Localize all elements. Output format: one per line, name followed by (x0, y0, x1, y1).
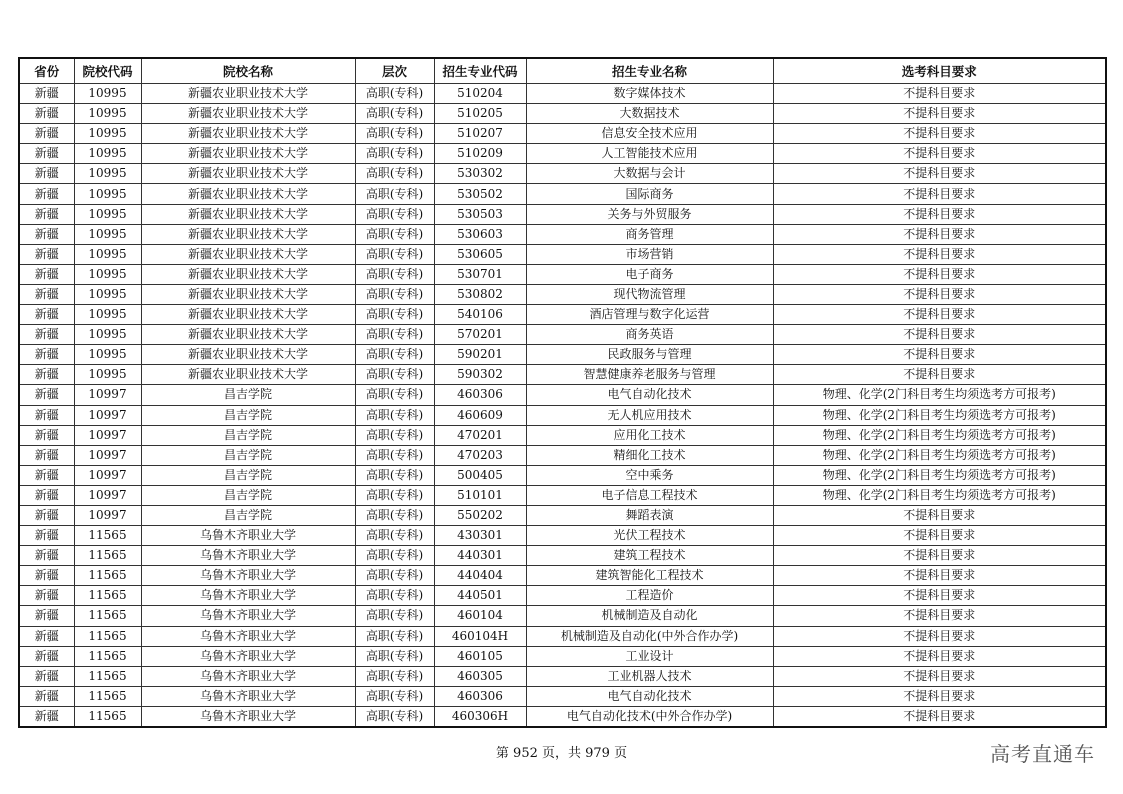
cell-major-name: 民政服务与管理 (526, 345, 773, 365)
cell-school-name: 新疆农业职业技术大学 (141, 365, 355, 385)
table-row (19, 485, 1106, 505)
cell-school-code: 10995 (74, 164, 141, 184)
cell-province: 新疆 (19, 526, 74, 546)
cell-major-name: 商务英语 (526, 325, 773, 345)
cell-major-name: 智慧健康养老服务与管理 (526, 365, 773, 385)
cell-school-code: 11565 (74, 526, 141, 546)
cell-province: 新疆 (19, 345, 74, 365)
cell-school-code: 11565 (74, 706, 141, 727)
header-school-name: 院校名称 (141, 58, 355, 84)
cell-subject-requirement: 不提科目要求 (773, 204, 1106, 224)
cell-level: 高职(专科) (355, 305, 434, 325)
cell-province: 新疆 (19, 385, 74, 405)
cell-province: 新疆 (19, 626, 74, 646)
cell-school-name: 乌鲁木齐职业大学 (141, 566, 355, 586)
table-row (19, 325, 1106, 345)
cell-school-name: 新疆农业职业技术大学 (141, 305, 355, 325)
cell-school-name: 昌吉学院 (141, 405, 355, 425)
cell-level: 高职(专科) (355, 425, 434, 445)
cell-major-name: 电子信息工程技术 (526, 485, 773, 505)
cell-level: 高职(专科) (355, 104, 434, 124)
cell-major-code: 510101 (434, 485, 526, 505)
table-row (19, 546, 1106, 566)
cell-school-name: 新疆农业职业技术大学 (141, 264, 355, 284)
cell-school-code: 10995 (74, 124, 141, 144)
cell-school-code: 10995 (74, 104, 141, 124)
table-row (19, 84, 1106, 104)
cell-province: 新疆 (19, 566, 74, 586)
cell-subject-requirement: 物理、化学(2门科目考生均须选考方可报考) (773, 385, 1106, 405)
table-row (19, 706, 1106, 727)
cell-school-name: 昌吉学院 (141, 465, 355, 485)
cell-province: 新疆 (19, 104, 74, 124)
cell-level: 高职(专科) (355, 465, 434, 485)
cell-subject-requirement: 物理、化学(2门科目考生均须选考方可报考) (773, 425, 1106, 445)
cell-subject-requirement: 不提科目要求 (773, 526, 1106, 546)
cell-major-name: 工业设计 (526, 646, 773, 666)
cell-major-name: 现代物流管理 (526, 284, 773, 304)
cell-level: 高职(专科) (355, 244, 434, 264)
cell-school-code: 11565 (74, 606, 141, 626)
cell-school-name: 新疆农业职业技术大学 (141, 244, 355, 264)
cell-subject-requirement: 不提科目要求 (773, 606, 1106, 626)
cell-subject-requirement: 物理、化学(2门科目考生均须选考方可报考) (773, 465, 1106, 485)
table-row (19, 405, 1106, 425)
cell-level: 高职(专科) (355, 586, 434, 606)
cell-major-code: 570201 (434, 325, 526, 345)
cell-major-code: 530605 (434, 244, 526, 264)
cell-major-name: 市场营销 (526, 244, 773, 264)
cell-level: 高职(专科) (355, 385, 434, 405)
cell-level: 高职(专科) (355, 124, 434, 144)
header-major-name: 招生专业名称 (526, 58, 773, 84)
cell-province: 新疆 (19, 305, 74, 325)
cell-subject-requirement: 不提科目要求 (773, 325, 1106, 345)
table-row (19, 204, 1106, 224)
cell-major-code: 530503 (434, 204, 526, 224)
cell-province: 新疆 (19, 606, 74, 626)
cell-school-code: 10995 (74, 284, 141, 304)
cell-subject-requirement: 不提科目要求 (773, 224, 1106, 244)
cell-school-code: 10997 (74, 425, 141, 445)
cell-major-name: 电气自动化技术 (526, 385, 773, 405)
cell-major-name: 光伏工程技术 (526, 526, 773, 546)
cell-major-code: 460609 (434, 405, 526, 425)
cell-level: 高职(专科) (355, 505, 434, 525)
table-row (19, 526, 1106, 546)
cell-school-name: 昌吉学院 (141, 505, 355, 525)
table-row (19, 586, 1106, 606)
cell-major-code: 460306 (434, 686, 526, 706)
cell-subject-requirement: 不提科目要求 (773, 184, 1106, 204)
cell-major-name: 机械制造及自动化 (526, 606, 773, 626)
cell-province: 新疆 (19, 646, 74, 666)
cell-major-code: 440501 (434, 586, 526, 606)
cell-school-code: 11565 (74, 646, 141, 666)
cell-school-code: 10995 (74, 244, 141, 264)
cell-major-name: 信息安全技术应用 (526, 124, 773, 144)
cell-subject-requirement: 不提科目要求 (773, 505, 1106, 525)
page-number: 第 952 页，共 979 页 (495, 746, 628, 761)
table-row (19, 224, 1106, 244)
cell-school-name: 昌吉学院 (141, 425, 355, 445)
cell-major-code: 430301 (434, 526, 526, 546)
cell-level: 高职(专科) (355, 666, 434, 686)
cell-major-code: 530701 (434, 264, 526, 284)
table-header-row (19, 58, 1106, 84)
cell-major-code: 440301 (434, 546, 526, 566)
cell-province: 新疆 (19, 485, 74, 505)
cell-subject-requirement: 不提科目要求 (773, 104, 1106, 124)
cell-school-name: 新疆农业职业技术大学 (141, 345, 355, 365)
cell-province: 新疆 (19, 264, 74, 284)
cell-school-code: 10997 (74, 485, 141, 505)
cell-major-name: 电子商务 (526, 264, 773, 284)
table-row (19, 104, 1106, 124)
header-level: 层次 (355, 58, 434, 84)
cell-level: 高职(专科) (355, 284, 434, 304)
cell-school-code: 10995 (74, 325, 141, 345)
cell-subject-requirement: 物理、化学(2门科目考生均须选考方可报考) (773, 445, 1106, 465)
cell-major-name: 电气自动化技术(中外合作办学) (526, 706, 773, 727)
cell-province: 新疆 (19, 666, 74, 686)
cell-school-name: 乌鲁木齐职业大学 (141, 646, 355, 666)
cell-major-name: 人工智能技术应用 (526, 144, 773, 164)
cell-major-code: 530603 (434, 224, 526, 244)
table-row (19, 646, 1106, 666)
cell-major-name: 国际商务 (526, 184, 773, 204)
cell-school-name: 新疆农业职业技术大学 (141, 325, 355, 345)
cell-major-name: 舞蹈表演 (526, 505, 773, 525)
cell-level: 高职(专科) (355, 566, 434, 586)
cell-level: 高职(专科) (355, 445, 434, 465)
cell-province: 新疆 (19, 445, 74, 465)
cell-school-name: 新疆农业职业技术大学 (141, 144, 355, 164)
cell-school-name: 乌鲁木齐职业大学 (141, 666, 355, 686)
cell-subject-requirement: 不提科目要求 (773, 345, 1106, 365)
cell-school-name: 新疆农业职业技术大学 (141, 124, 355, 144)
table-row (19, 465, 1106, 485)
cell-major-code: 590302 (434, 365, 526, 385)
cell-major-code: 540106 (434, 305, 526, 325)
cell-school-code: 10995 (74, 204, 141, 224)
cell-province: 新疆 (19, 405, 74, 425)
cell-province: 新疆 (19, 465, 74, 485)
cell-school-name: 乌鲁木齐职业大学 (141, 626, 355, 646)
cell-school-name: 昌吉学院 (141, 445, 355, 465)
cell-major-name: 大数据技术 (526, 104, 773, 124)
cell-school-code: 10997 (74, 385, 141, 405)
table-row (19, 345, 1106, 365)
cell-major-code: 440404 (434, 566, 526, 586)
cell-school-code: 11565 (74, 546, 141, 566)
table-row (19, 305, 1106, 325)
watermark-logo: 高考直通车 (990, 742, 1095, 766)
cell-school-code: 10995 (74, 144, 141, 164)
cell-level: 高职(专科) (355, 365, 434, 385)
cell-subject-requirement: 不提科目要求 (773, 706, 1106, 727)
cell-subject-requirement: 不提科目要求 (773, 646, 1106, 666)
table-row (19, 445, 1106, 465)
cell-level: 高职(专科) (355, 485, 434, 505)
cell-subject-requirement: 不提科目要求 (773, 124, 1106, 144)
cell-school-name: 昌吉学院 (141, 385, 355, 405)
table-row (19, 144, 1106, 164)
cell-province: 新疆 (19, 124, 74, 144)
cell-level: 高职(专科) (355, 325, 434, 345)
cell-level: 高职(专科) (355, 606, 434, 626)
cell-province: 新疆 (19, 325, 74, 345)
cell-province: 新疆 (19, 586, 74, 606)
cell-province: 新疆 (19, 546, 74, 566)
cell-major-name: 电气自动化技术 (526, 686, 773, 706)
cell-subject-requirement: 不提科目要求 (773, 164, 1106, 184)
cell-school-name: 乌鲁木齐职业大学 (141, 526, 355, 546)
table-row (19, 184, 1106, 204)
cell-province: 新疆 (19, 505, 74, 525)
cell-subject-requirement: 不提科目要求 (773, 264, 1106, 284)
cell-major-code: 510204 (434, 84, 526, 104)
cell-subject-requirement: 不提科目要求 (773, 566, 1106, 586)
cell-major-name: 关务与外贸服务 (526, 204, 773, 224)
table-row (19, 686, 1106, 706)
header-major-code: 招生专业代码 (434, 58, 526, 84)
cell-subject-requirement: 不提科目要求 (773, 546, 1106, 566)
cell-school-code: 10995 (74, 224, 141, 244)
cell-major-name: 建筑智能化工程技术 (526, 566, 773, 586)
table-row (19, 365, 1106, 385)
cell-school-name: 新疆农业职业技术大学 (141, 224, 355, 244)
cell-school-code: 10995 (74, 84, 141, 104)
cell-major-code: 460306 (434, 385, 526, 405)
cell-level: 高职(专科) (355, 264, 434, 284)
cell-province: 新疆 (19, 686, 74, 706)
cell-level: 高职(专科) (355, 164, 434, 184)
cell-major-code: 530302 (434, 164, 526, 184)
header-subject-requirement: 选考科目要求 (773, 58, 1106, 84)
cell-major-code: 530502 (434, 184, 526, 204)
cell-major-code: 590201 (434, 345, 526, 365)
cell-school-name: 乌鲁木齐职业大学 (141, 606, 355, 626)
table-row (19, 264, 1106, 284)
cell-major-name: 应用化工技术 (526, 425, 773, 445)
table-row (19, 124, 1106, 144)
cell-school-name: 新疆农业职业技术大学 (141, 164, 355, 184)
cell-province: 新疆 (19, 425, 74, 445)
table-row (19, 626, 1106, 646)
cell-level: 高职(专科) (355, 686, 434, 706)
cell-major-name: 机械制造及自动化(中外合作办学) (526, 626, 773, 646)
cell-subject-requirement: 不提科目要求 (773, 305, 1106, 325)
cell-major-name: 建筑工程技术 (526, 546, 773, 566)
cell-major-code: 460105 (434, 646, 526, 666)
cell-major-code: 460305 (434, 666, 526, 686)
cell-school-code: 10995 (74, 264, 141, 284)
cell-school-code: 10995 (74, 305, 141, 325)
table-row (19, 666, 1106, 686)
cell-school-name: 乌鲁木齐职业大学 (141, 586, 355, 606)
cell-school-code: 11565 (74, 686, 141, 706)
header-school-code: 院校代码 (74, 58, 141, 84)
cell-school-name: 新疆农业职业技术大学 (141, 204, 355, 224)
cell-major-name: 工业机器人技术 (526, 666, 773, 686)
cell-school-code: 11565 (74, 566, 141, 586)
table-row (19, 505, 1106, 525)
cell-level: 高职(专科) (355, 204, 434, 224)
cell-subject-requirement: 物理、化学(2门科目考生均须选考方可报考) (773, 485, 1106, 505)
table-row (19, 385, 1106, 405)
cell-school-code: 11565 (74, 666, 141, 686)
cell-school-code: 11565 (74, 626, 141, 646)
cell-subject-requirement: 不提科目要求 (773, 84, 1106, 104)
cell-school-name: 乌鲁木齐职业大学 (141, 706, 355, 727)
cell-subject-requirement: 不提科目要求 (773, 626, 1106, 646)
cell-school-code: 10997 (74, 405, 141, 425)
cell-major-name: 商务管理 (526, 224, 773, 244)
cell-province: 新疆 (19, 244, 74, 264)
table-row (19, 606, 1106, 626)
table-row (19, 164, 1106, 184)
cell-province: 新疆 (19, 224, 74, 244)
table-body (19, 84, 1106, 728)
admission-table-sheet (18, 57, 1107, 728)
cell-province: 新疆 (19, 365, 74, 385)
cell-school-code: 10997 (74, 505, 141, 525)
cell-school-code: 10995 (74, 345, 141, 365)
cell-subject-requirement: 物理、化学(2门科目考生均须选考方可报考) (773, 405, 1106, 425)
cell-level: 高职(专科) (355, 546, 434, 566)
cell-school-name: 新疆农业职业技术大学 (141, 184, 355, 204)
cell-major-code: 510205 (434, 104, 526, 124)
cell-subject-requirement: 不提科目要求 (773, 144, 1106, 164)
cell-major-code: 470203 (434, 445, 526, 465)
cell-level: 高职(专科) (355, 184, 434, 204)
table-row (19, 284, 1106, 304)
admission-table (18, 57, 1107, 728)
cell-subject-requirement: 不提科目要求 (773, 284, 1106, 304)
cell-major-name: 酒店管理与数字化运营 (526, 305, 773, 325)
cell-subject-requirement: 不提科目要求 (773, 686, 1106, 706)
cell-major-code: 510209 (434, 144, 526, 164)
cell-subject-requirement: 不提科目要求 (773, 586, 1106, 606)
cell-major-code: 550202 (434, 505, 526, 525)
cell-school-name: 新疆农业职业技术大学 (141, 84, 355, 104)
cell-major-code: 460306H (434, 706, 526, 727)
cell-province: 新疆 (19, 284, 74, 304)
cell-major-name: 工程造价 (526, 586, 773, 606)
cell-major-name: 大数据与会计 (526, 164, 773, 184)
cell-major-code: 460104 (434, 606, 526, 626)
cell-school-name: 乌鲁木齐职业大学 (141, 546, 355, 566)
cell-province: 新疆 (19, 144, 74, 164)
cell-school-name: 昌吉学院 (141, 485, 355, 505)
cell-subject-requirement: 不提科目要求 (773, 365, 1106, 385)
header-province: 省份 (19, 58, 74, 84)
cell-school-code: 10997 (74, 445, 141, 465)
cell-school-name: 新疆农业职业技术大学 (141, 104, 355, 124)
cell-major-code: 500405 (434, 465, 526, 485)
cell-province: 新疆 (19, 204, 74, 224)
cell-level: 高职(专科) (355, 224, 434, 244)
cell-level: 高职(专科) (355, 405, 434, 425)
cell-major-name: 精细化工技术 (526, 445, 773, 465)
cell-major-name: 空中乘务 (526, 465, 773, 485)
cell-level: 高职(专科) (355, 345, 434, 365)
cell-province: 新疆 (19, 84, 74, 104)
cell-school-name: 乌鲁木齐职业大学 (141, 686, 355, 706)
cell-level: 高职(专科) (355, 144, 434, 164)
cell-major-name: 无人机应用技术 (526, 405, 773, 425)
table-row (19, 425, 1106, 445)
cell-major-code: 460104H (434, 626, 526, 646)
cell-school-code: 11565 (74, 586, 141, 606)
cell-province: 新疆 (19, 164, 74, 184)
cell-school-code: 10997 (74, 465, 141, 485)
cell-subject-requirement: 不提科目要求 (773, 666, 1106, 686)
cell-subject-requirement: 不提科目要求 (773, 244, 1106, 264)
cell-major-code: 530802 (434, 284, 526, 304)
cell-school-name: 新疆农业职业技术大学 (141, 284, 355, 304)
cell-school-code: 10995 (74, 184, 141, 204)
cell-level: 高职(专科) (355, 626, 434, 646)
cell-level: 高职(专科) (355, 646, 434, 666)
cell-province: 新疆 (19, 706, 74, 727)
cell-province: 新疆 (19, 184, 74, 204)
cell-major-name: 数字媒体技术 (526, 84, 773, 104)
cell-major-code: 470201 (434, 425, 526, 445)
cell-school-code: 10995 (74, 365, 141, 385)
cell-level: 高职(专科) (355, 84, 434, 104)
table-row (19, 244, 1106, 264)
cell-level: 高职(专科) (355, 526, 434, 546)
table-row (19, 566, 1106, 586)
cell-major-code: 510207 (434, 124, 526, 144)
cell-level: 高职(专科) (355, 706, 434, 727)
